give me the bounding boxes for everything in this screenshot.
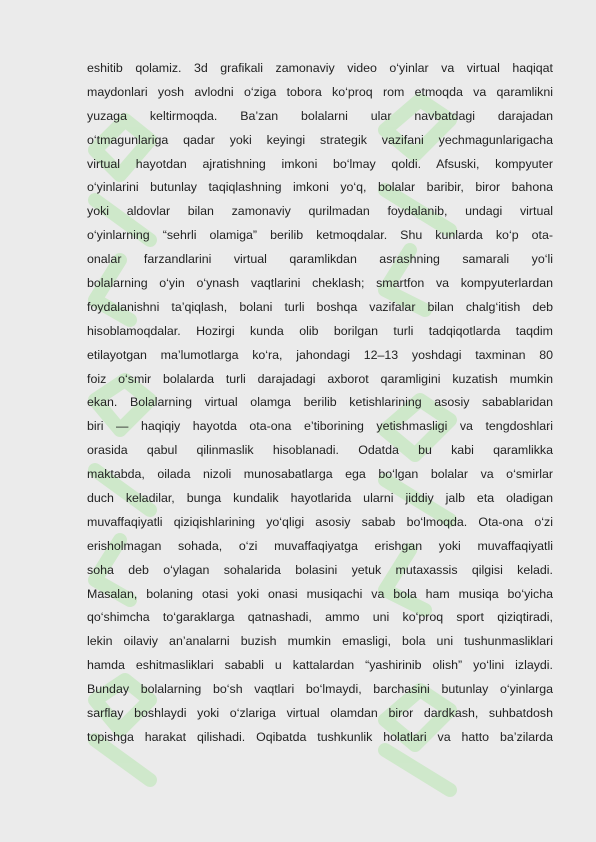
- text-line: erisholmagan sohada, o‘zi muvaffaqiyatga erishgan yoki muvaffaqiyatli: [87, 538, 553, 553]
- text-line: maydonlari yosh avlodni o‘ziga tobora ko‘proq rom etmoqda va qaramlikni: [87, 84, 553, 99]
- text-line: muvaffaqiyatli qiziqishlarining yo‘qligi asosiy sabab bo‘lmoqda. Ota-ona o‘zi: [87, 514, 553, 529]
- text-line: o‘tmagunlariga qadar yoki keyingi strategik vazifani yechmagunlarigacha: [87, 132, 553, 147]
- text-line: soha deb o‘ylagan sohalarida bolasini yetuk mutaxassis qilgisi keladi.: [87, 562, 553, 577]
- text-line: duch keladilar, bunga kundalik hayotlarida ularni jiddiy jalb eta oladigan: [87, 491, 553, 506]
- text-line: maktabda, oilada nizoli munosabatlarga ega bo‘lgan bolalar va o‘smirlar: [87, 467, 553, 482]
- text-line: foiz o‘smir bolalarda turli darajadagi axborot qaramligini kuzatish mumkin: [87, 371, 553, 386]
- text-line: topishga harakat qilishadi. Oqibatda tushkunlik holatlari va hatto ba’zilarda: [87, 729, 553, 744]
- text-line: onalar farzandlarini virtual qaramlikdan asrashning samarali yo‘li: [87, 252, 553, 267]
- text-line: biri — haqiqiy hayotda ota-ona e’tiborining yetishmasligi va tengdoshlari: [87, 419, 553, 434]
- text-line: foydalanishni ta’qiqlash, bolani turli boshqa vazifalar bilan chalg‘itish deb: [87, 299, 553, 314]
- text-line: lekin oilaviy an’analarni buzish mumkin emasligi, bola uni tushunmasliklari: [87, 634, 553, 649]
- text-line: bolalarning o‘yin o‘ynash vaqtlarini cheklash; smartfon va kompyuterlardan: [87, 276, 553, 291]
- text-line: o‘yinlarning “sehrli olamiga” berilib ketmoqdalar. Shu kunlarda ko‘p ota-: [87, 228, 553, 243]
- text-line: hisoblamoqdalar. Hozirgi kunda olib borilgan turli tadqiqotlarda taqdim: [87, 323, 553, 338]
- text-line: orasida qabul qilinmaslik hisoblanadi. Odatda bu kabi qaramlikka: [87, 443, 553, 458]
- text-line: o‘yinlarini butunlay taqiqlashning imkoni yo‘q, bolalar baribir, biror bahona: [87, 180, 553, 195]
- text-line: etilayotgan ma’lumotlarga ko‘ra, jahondagi 12–13 yoshdagi taxminan 80: [87, 347, 553, 362]
- body-text: [87, 57, 553, 750]
- text-line: yoki aldovlar bilan zamonaviy qurilmadan foydalanib, undagi virtual: [87, 204, 553, 219]
- text-line: yuzaga keltirmoqda. Ba’zan bolalarni ular navbatdagi darajadan: [87, 108, 553, 123]
- text-line: sarflay boshlaydi yoki o‘zlariga virtual olamdan biror dardkash, suhbatdosh: [87, 706, 553, 721]
- text-line: Masalan, bolaning otasi yoki onasi musiqachi va bola ham musiqa bo‘yicha: [87, 586, 553, 601]
- text-line: hamda eshitmasliklari sababli u kattalardan “yashirinib olish” yo‘lini izlaydi.: [87, 658, 553, 673]
- text-line: qo‘shimcha to‘garaklarga qatnashadi, ammo uni ko‘proq sport qiziqtiradi,: [87, 610, 553, 625]
- text-line: eshitib qolamiz. 3d grafikali zamonaviy video o‘yinlar va virtual haqiqat: [87, 61, 553, 75]
- text-line: virtual hayotdan ajratishning imkoni bo‘lmay qoldi. Afsuski, kompyuter: [87, 156, 553, 171]
- text-line: ekan. Bolalarning virtual olamga berilib ketishlarining asosiy sabablaridan: [87, 395, 553, 410]
- text-line: Bunday bolalarning bo‘sh vaqtlari bo‘lmaydi, barchasini butunlay o‘yinlarga: [87, 682, 553, 697]
